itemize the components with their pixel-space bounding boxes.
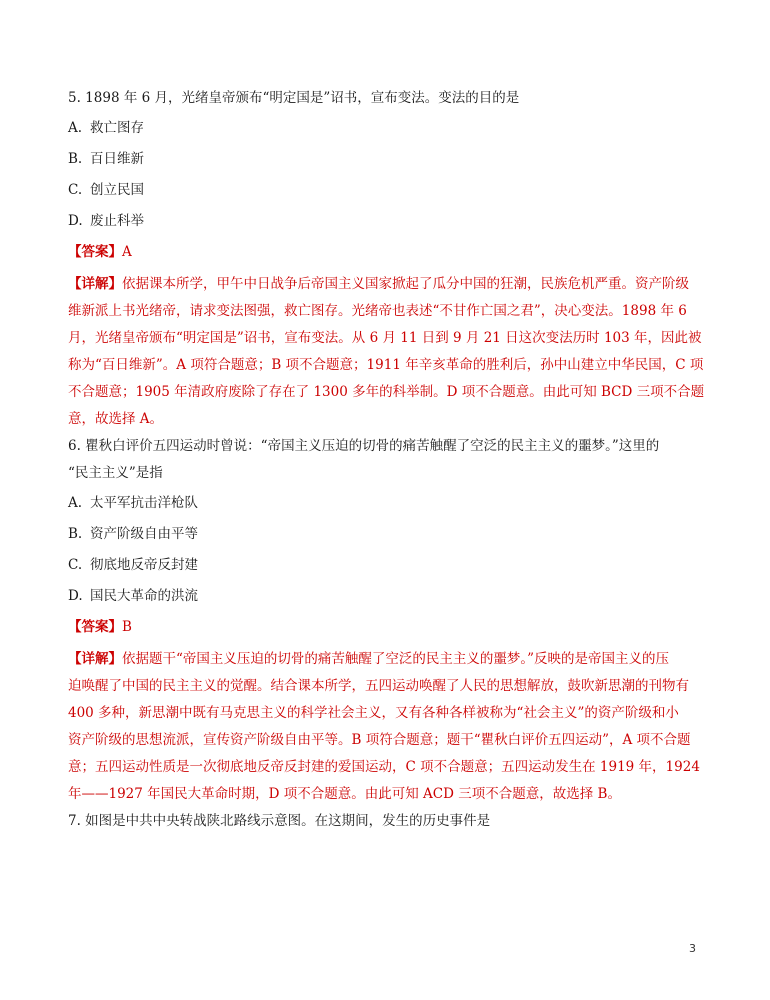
explanation-line xyxy=(68,646,708,673)
explanation-line: 月，光绪皇帝颁布“明定国是”诏书，宣布变法。从 6 月 11 日到 9 月 21 日这次变法历时 103 年，因此被 xyxy=(68,330,702,346)
question-stem-line: 5. 1898 年 6 月，光绪皇帝颁布“明定国是”诏书，宣布变法。变法的目的是 xyxy=(68,90,520,106)
answer-value: B xyxy=(122,619,132,635)
question-stem-line: “民主主义”是指 xyxy=(68,465,163,481)
option-letter: A. xyxy=(68,495,83,511)
option-d xyxy=(68,211,708,231)
option-text: 救亡图存 xyxy=(90,120,144,136)
explanation-line: 不合题意；1905 年清政府废除了存在了 1300 多年的科举制。D 项不合题意。由此可知 BCD 三项不合题 xyxy=(68,384,705,400)
explanation-tag: 【详解】 xyxy=(68,651,122,667)
option-text: 资产阶级自由平等 xyxy=(90,526,198,542)
option-text: 百日维新 xyxy=(90,151,144,167)
option-letter: D. xyxy=(68,213,83,229)
option-c xyxy=(68,180,708,200)
question-stem-line: 6. 瞿秋白评价五四运动时曾说：“帝国主义压迫的切骨的痛苦触醒了空泛的民主主义的噩梦。”这里的 xyxy=(68,438,660,454)
explanation-line: 意；五四运动性质是一次彻底地反帝反封建的爱国运动，C 项不合题意；五四运动发生在 1919 年，1924 xyxy=(68,759,700,775)
explanation-text: 依据题干“帝国主义压迫的切骨的痛苦触醒了空泛的民主主义的噩梦。”反映的是帝国主义的压 xyxy=(122,651,670,667)
option-text: 太平军抗击洋枪队 xyxy=(90,495,198,511)
question-stem-line: 7. 如图是中共中央转战陕北路线示意图。在这期间，发生的历史事件是 xyxy=(68,813,491,829)
explanation-line: 迫唤醒了中国的民主主义的觉醒。结合课本所学，五四运动唤醒了人民的思想解放，鼓吹新思潮的刊物有 xyxy=(68,678,689,694)
explanation-line: 称为“百日维新”。A 项符合题意；B 项不合题意；1911 年辛亥革命的胜利后，孙中山建立中华民国，C 项 xyxy=(68,357,704,373)
explanation-line: 400 多种，新思潮中既有马克思主义的科学社会主义，又有各种各样被称为“社会主义”的资产阶级和小 xyxy=(68,705,679,721)
option-text: 创立民国 xyxy=(90,182,144,198)
explanation-line: 意，故选择 A。 xyxy=(68,411,164,427)
answer xyxy=(68,242,708,262)
explanation-line: 维新派上书光绪帝，请求变法图强，救亡图存。光绪帝也表述“不甘作亡国之君”，决心变法。1898 年 6 xyxy=(68,303,687,319)
explanation-line xyxy=(68,271,708,298)
option-b xyxy=(68,524,708,544)
option-letter: A. xyxy=(68,120,83,136)
question-7 xyxy=(68,808,708,835)
explanation-line: 年——1927 年国民大革命时期，D 项不合题意。由此可知 ACD 三项不合题意，故选择 B。 xyxy=(68,786,621,802)
option-letter: C. xyxy=(68,557,83,573)
answer-value: A xyxy=(122,244,132,260)
explanation-tag: 【详解】 xyxy=(68,276,122,292)
page-number: 3 xyxy=(689,942,696,955)
explanation-text: 依据课本所学，甲午中日战争后帝国主义国家掀起了瓜分中国的狂潮，民族危机严重。资产阶级 xyxy=(122,276,689,292)
answer-tag: 【答案】 xyxy=(68,244,122,260)
option-d xyxy=(68,586,708,606)
option-text: 彻底地反帝反封建 xyxy=(90,557,198,573)
explanation xyxy=(68,271,708,433)
option-letter: D. xyxy=(68,588,83,604)
option-text: 废止科举 xyxy=(90,213,144,229)
document-content xyxy=(68,88,708,835)
option-a xyxy=(68,118,708,138)
explanation xyxy=(68,646,708,808)
answer-tag: 【答案】 xyxy=(68,619,122,635)
option-letter: C. xyxy=(68,182,83,198)
explanation-line: 资产阶级的思想流派，宣传资产阶级自由平等。B 项符合题意；题干“瞿秋白评价五四运动”，A 项不合题 xyxy=(68,732,691,748)
option-text: 国民大革命的洪流 xyxy=(90,588,198,604)
option-letter: B. xyxy=(68,151,83,167)
question-stem xyxy=(68,88,708,108)
question-5 xyxy=(68,88,708,433)
question-6 xyxy=(68,433,708,808)
option-b xyxy=(68,149,708,169)
option-letter: B. xyxy=(68,526,83,542)
question-stem xyxy=(68,433,708,487)
answer xyxy=(68,617,708,637)
option-a xyxy=(68,493,708,513)
question-stem xyxy=(68,808,708,835)
option-c xyxy=(68,555,708,575)
